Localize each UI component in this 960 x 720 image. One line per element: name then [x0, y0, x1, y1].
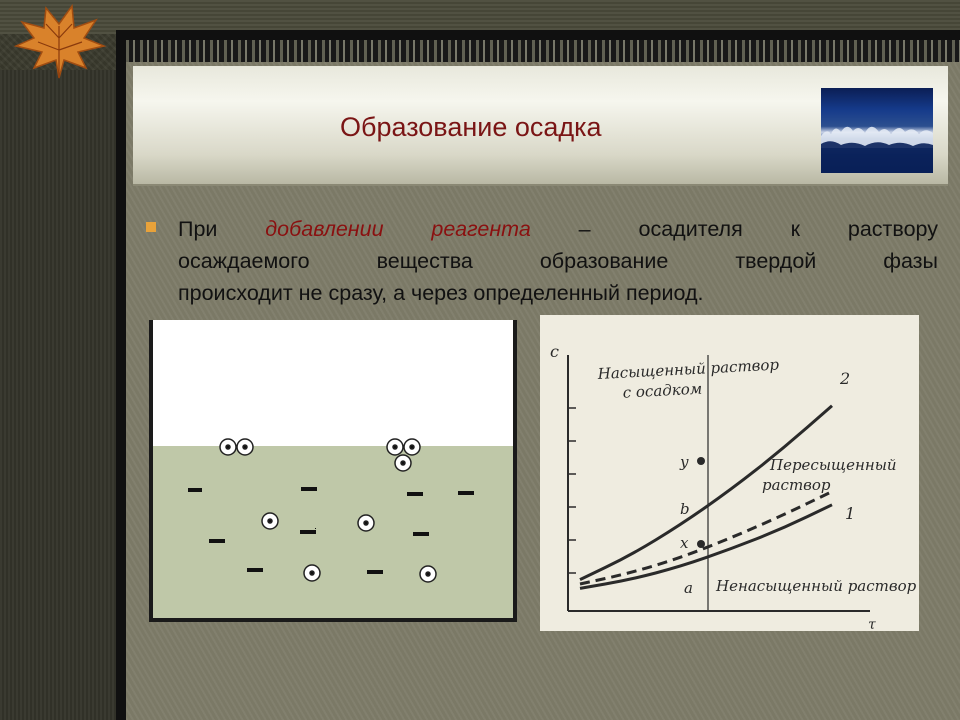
label-unsaturated: Ненасыщенный раствор	[716, 577, 917, 595]
decorative-border	[126, 40, 960, 62]
beaker-solution	[151, 446, 515, 620]
winter-forest-image	[821, 88, 933, 173]
bullet-line1-rest: – осадителя к раствору	[578, 217, 938, 241]
particle	[358, 515, 374, 531]
beaker-air	[151, 320, 515, 448]
particle	[262, 513, 278, 529]
ion-dash	[300, 530, 316, 534]
bullet-line-3: происходит не сразу, а через определенный период.	[178, 281, 704, 305]
bullet-text	[178, 213, 938, 309]
ion-dash	[367, 570, 383, 574]
ion-dash	[247, 568, 263, 572]
point-x-label: x	[680, 534, 689, 552]
particle	[220, 439, 236, 455]
beaker-illustration	[147, 318, 519, 626]
particle	[395, 455, 411, 471]
label-supersaturated: Пересыщенный раствор	[762, 456, 897, 494]
particle	[304, 565, 320, 581]
series-2-label: 2	[840, 369, 851, 388]
bullet-emphasis: добавлении реагента	[265, 217, 531, 241]
particle	[404, 439, 420, 455]
point-a-label: a	[684, 579, 693, 597]
series-1-label: 1	[845, 504, 856, 523]
slide-title: Образование осадка	[340, 112, 602, 142]
ion-dash	[188, 488, 202, 492]
point-x-marker	[697, 540, 705, 548]
bullet-line-1	[178, 213, 938, 245]
ion-dash	[301, 487, 317, 491]
chart-series	[580, 406, 832, 589]
left-strip	[0, 70, 120, 720]
point-y-marker	[697, 457, 705, 465]
y-ticks	[568, 408, 576, 573]
particle	[420, 566, 436, 582]
forest-silhouette	[821, 88, 933, 173]
bullet-line-2: осаждаемого вещества образование твердой фазы	[178, 249, 938, 273]
label-saturated-line1: Насыщенный растворс осадком	[597, 355, 780, 402]
particle	[237, 439, 253, 455]
point-y-label: y	[680, 453, 689, 471]
ion-dash	[458, 491, 474, 495]
bullet-marker	[146, 222, 156, 232]
chart-svg	[540, 315, 919, 631]
y-axis-label: c	[550, 342, 559, 361]
ion-dash	[209, 539, 225, 543]
x-axis-label: τ	[868, 617, 876, 631]
ion-dash	[407, 492, 423, 496]
ion-dash	[315, 528, 316, 529]
particle	[387, 439, 403, 455]
ion-dash	[413, 532, 429, 536]
point-b-label: b	[680, 500, 690, 518]
solubility-chart	[540, 315, 919, 631]
autumn-leaf-icon	[4, 0, 114, 82]
bullet-prefix: При	[178, 217, 218, 241]
top-strip	[0, 0, 960, 34]
